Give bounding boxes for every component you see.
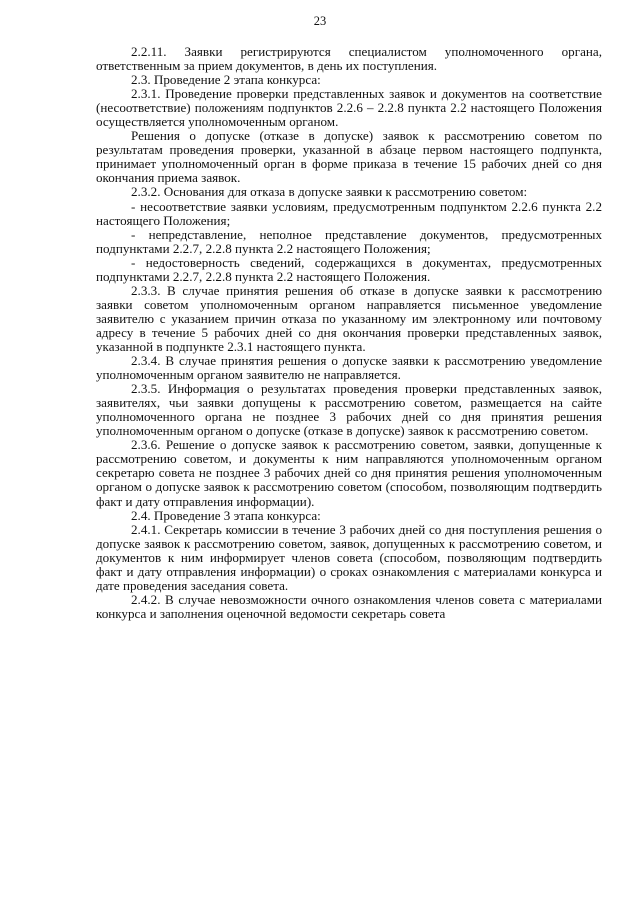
paragraph-2-3-3: 2.3.3. В случае принятия решения об отказе в допуске заявки к рассмотрению заявки советом уполномоченным органом направляется письменное уведомление заявителю с указанием причин отказа по указанному им электронному или почтовому адресу в течение 5 рабочих дней со дня окончания проверки представленных заявок, указанной в подпункте 2.3.1 настоящего пункта. xyxy=(96,282,602,354)
paragraph-2-3-5: 2.3.5. Информация о результатах проведения проверки представленных заявок, заявителях, чьи заявки допущены к рассмотрению советом, размещается на сайте уполномоченного органа не позднее 3 рабочих дней со дня принятия решения уполномоченным органом о допуске (отказе в допуске) заявок к рассмотрению советом. xyxy=(96,381,602,439)
list-item-nonsubmission: - непредставление, неполное представление документов, предусмотренных подпунктами 2.2.7, 2.2.8 пункта 2.2 настоящего Положения; xyxy=(96,226,602,256)
paragraph-2-4-heading: 2.4. Проведение 3 этапа конкурса: xyxy=(131,507,321,523)
paragraph-2-3-4: 2.3.4. В случае принятия решения о допуске заявки к рассмотрению уведомление уполномоченным органом заявителю не направляется. xyxy=(96,353,602,383)
paragraph-2-3-6: 2.3.6. Решение о допуске заявок к рассмотрению советом, заявки, допущенные к рассмотрению советом, и документы к ним направляются уполномоченным органом секретарю совета не позднее 3 рабочих дней со дня принятия решения уполномоченным органом о допуске заявок к рассмотрению советом (способом, позволяющим подтвердить факт и дату отправления информации). xyxy=(96,437,602,509)
document-body xyxy=(96,45,602,621)
paragraph-2-4-2: 2.4.2. В случае невозможности очного ознакомления членов совета с материалами конкурса и заполнения оценочной ведомости секретарь совета xyxy=(96,591,602,621)
paragraph-2-2-11: 2.2.11. Заявки регистрируются специалистом уполномоченного органа, ответственным за прием документов, в день их поступления. xyxy=(96,44,602,74)
paragraph-2-3-2: 2.3.2. Основания для отказа в допуске заявки к рассмотрению советом: xyxy=(131,184,528,200)
paragraph-2-4-1: 2.4.1. Секретарь комиссии в течение 3 рабочих дней со дня поступления решения о допуске заявок к рассмотрению советом, заявок, допущенных к рассмотрению советом, и документов к ним информирует членов совета (способом, позволяющим подтвердить факт и дату отправления информации) о сроках ознакомления с материалами конкурса и дате проведения заседания совета. xyxy=(96,521,602,593)
list-item-nonconformity: - несоответствие заявки условиям, предусмотренным подпунктом 2.2.6 пункта 2.2 настоящего Положения; xyxy=(96,198,602,228)
page-number: 23 xyxy=(313,14,327,28)
paragraph-2-3-1: 2.3.1. Проведение проверки представленных заявок и документов на соответствие (несоответствие) положениям подпунктов 2.2.6 – 2.2.8 пункта 2.2 настоящего Положения осуществляется уполномоченным органом. xyxy=(96,86,602,130)
paragraph-2-3-heading: 2.3. Проведение 2 этапа конкурса: xyxy=(131,72,321,88)
paragraph-decisions: Решения о допуске (отказе в допуске) заявок к рассмотрению советом по результатам проведения проверки, указанной в абзаце первом настоящего подпункта, принимает уполномоченный орган в форме приказа в течение 15 рабочих дней со дня окончания приема заявок. xyxy=(96,128,602,186)
list-item-unreliability: - недостоверность сведений, содержащихся в документах, предусмотренных подпунктами 2.2.7, 2.2.8 пункта 2.2 настоящего Положения. xyxy=(96,254,602,284)
